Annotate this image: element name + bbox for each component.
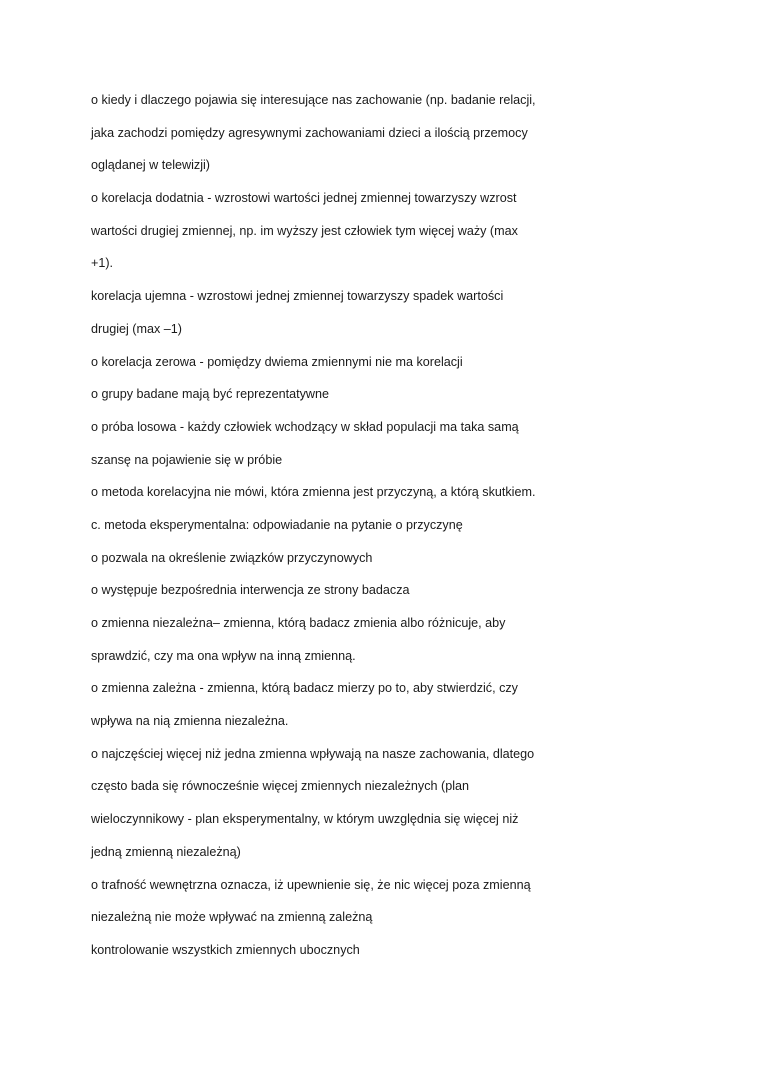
text-line: niezależną nie może wpływać na zmienną zależną <box>91 910 373 925</box>
text-line: kontrolowanie wszystkich zmiennych ubocznych <box>91 942 360 957</box>
text-line: korelacja ujemna - wzrostowi jednej zmiennej towarzyszy spadek wartości <box>91 289 504 304</box>
text-line: o najczęściej więcej niż jedna zmienna wpływają na nasze zachowania, dlatego <box>91 746 535 761</box>
text-line: c. metoda eksperymentalna: odpowiadanie na pytanie o przyczynę <box>91 517 463 532</box>
text-line: o pozwala na określenie związków przyczynowych <box>91 550 373 565</box>
text-line: o korelacja zerowa - pomiędzy dwiema zmiennymi nie ma korelacji <box>91 354 463 369</box>
text-line: wpływa na nią zmienna niezależna. <box>91 714 289 729</box>
text-line: +1). <box>91 256 114 271</box>
text-line: o trafność wewnętrzna oznacza, iż upewnienie się, że nic więcej poza zmienną <box>91 877 531 892</box>
text-line: o występuje bezpośrednia interwencja ze strony badacza <box>91 583 410 598</box>
text-line: często bada się równocześnie więcej zmiennych niezależnych (plan <box>91 779 470 794</box>
text-line: o korelacja dodatnia - wzrostowi wartości jednej zmiennej towarzyszy wzrost <box>91 191 517 206</box>
text-line: o zmienna niezależna– zmienna, którą badacz zmienia albo różnicuje, aby <box>91 616 506 630</box>
text-line: wartości drugiej zmiennej, np. im wyższy jest człowiek tym więcej waży (max <box>91 223 518 238</box>
text-line: sprawdzić, czy ma ona wpływ na inną zmienną. <box>91 648 356 663</box>
text-line: o kiedy i dlaczego pojawia się interesujące nas zachowanie (np. badanie relacji, <box>91 93 536 107</box>
text-line: drugiej (max –1) <box>91 321 182 336</box>
text-line: o metoda korelacyjna nie mówi, która zmienna jest przyczyną, a którą skutkiem. <box>91 485 536 500</box>
document-body <box>91 89 691 972</box>
text-line: o grupy badane mają być reprezentatywne <box>91 387 330 402</box>
text-line: jedną zmienną niezależną) <box>91 844 241 859</box>
text-line: o zmienna zależna - zmienna, którą badacz mierzy po to, aby stwierdzić, czy <box>91 681 518 696</box>
text-line: o próba losowa - każdy człowiek wchodzący w skład populacji ma taka samą <box>91 419 519 434</box>
text-line: szansę na pojawienie się w próbie <box>91 452 283 467</box>
text-line: oglądanej w telewizji) <box>91 158 211 173</box>
text-line: wieloczynnikowy - plan eksperymentalny, w którym uwzględnia się więcej niż <box>91 812 519 827</box>
text-line: jaka zachodzi pomiędzy agresywnymi zachowaniami dzieci a ilością przemocy <box>91 125 528 140</box>
